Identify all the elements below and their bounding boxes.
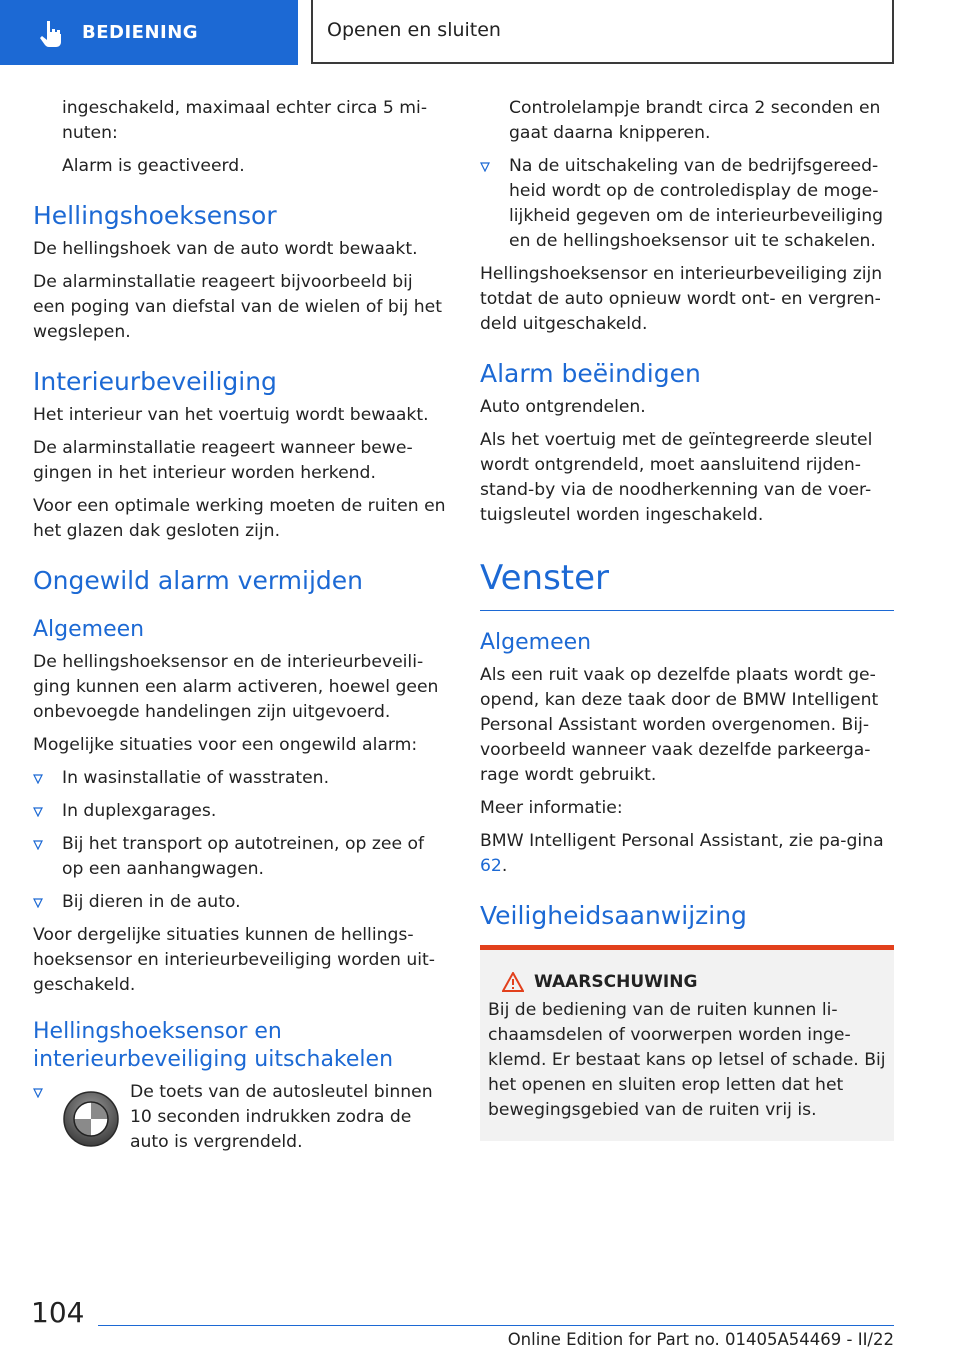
bullet-list [33,766,446,915]
paragraph: De hellingshoeksensor en de interieurbeveili-ging kunnen een alarm activeren, hoewel geen onbevoegde handelingen zijn uitgevoerd. [33,652,439,722]
list-item-text: In duplexgarages. [62,801,217,821]
punctuation: . [501,856,508,876]
paragraph: Mogelijke situaties voor een ongewild alarm: [33,735,418,755]
list-item [33,832,446,882]
paragraph: De hellingshoek van de auto wordt bewaakt. [33,239,418,259]
list-item-text: De toets van de autosleutel binnen 10 seconden indrukken zodra de auto is vergrendeld. [130,1082,433,1152]
paragraph: Als het voertuig met de geïntegreerde sleutel wordt ontgrendeld, moet aansluitend rijden-stand-by via de noodherkenning van de voer-tuigsleutel worden ingeschakeld. [480,430,873,525]
list-item [33,766,446,791]
paragraph: Het interieur van het voertuig wordt bewaakt. [33,405,429,425]
subheading-general: Algemeen [480,630,592,655]
paragraph: De alarminstallatie reageert wanneer bewe-gingen in het interieur worden herkend. [33,438,413,483]
paragraph: Hellingshoeksensor en interieurbeveiliging zijn totdat de auto opnieuw wordt ont- en vergren-deld uitgeschakeld. [480,264,883,334]
warning-box [480,945,894,1141]
triangle-bullet-icon [33,807,43,817]
edition-note: Online Edition for Part no. 01405A54469 - II/22 [507,1330,894,1349]
footer-divider [98,1325,894,1326]
right-column [480,96,894,1141]
paragraph [480,829,894,879]
warning-triangle-icon [502,972,524,992]
heading-tilt-sensor: Hellingshoeksensor [33,201,277,230]
paragraph: Als een ruit vaak op dezelfde plaats wordt ge-opend, kan deze taak door de BMW Intelligent Personal Assistant worden overgenomen. Bij-voorbeeld wanneer vaak dezelfde parkeerga-rage wordt gebruikt. [480,665,879,785]
warning-text: Bij de bediening van de ruiten kunnen li-chaamsdelen of voorwerpen worden inge-klemd. Er bestaat kans op letsel of schade. Bij het openen en sluiten erop letten dat het bewegingsgebied van de ruiten vrij is. [488,1000,886,1120]
list-item [480,154,894,254]
list-item [33,1080,446,1155]
heading-window: Venster [480,558,894,611]
list-item-text: In wasinstallatie of wasstraten. [62,768,330,788]
list-item-text: Na de uitschakeling van de bedrijfsgereed-heid wordt op de controledisplay de moge-lijkheid gegeven om de interieurbeveiliging en de hellingshoeksensor uit te schakelen. [509,156,884,251]
heading-interior-protection: Interieurbeveiliging [33,367,277,396]
paragraph: Alarm is geactiveerd. [62,156,245,176]
triangle-bullet-icon [33,1088,43,1098]
page-link[interactable]: 62 [480,856,502,876]
triangle-bullet-icon [33,774,43,784]
list-item-text: Bij dieren in de auto. [62,892,241,912]
heading-safety-notice: Veiligheidsaanwijzing [480,901,747,930]
heading-avoid-alarm: Ongewild alarm vermijden [33,566,364,595]
page-number: 104 [31,1296,85,1329]
list-item-text: Bij het transport op autotreinen, op zee of op een aanhangwagen. [62,834,425,879]
triangle-bullet-icon [33,898,43,908]
chapter-title: Openen en sluiten [311,0,894,64]
section-tab [0,0,298,65]
paragraph: Voor dergelijke situaties kunnen de hellings-hoeksensor en interieurbeveiliging worden uit-geschakeld. [33,925,435,995]
left-column [33,96,446,1163]
section-label: BEDIENING [82,22,199,43]
heading-disable-sensors: Hellingshoeksensor en interieurbeveiliging uitschakelen [33,1019,394,1072]
triangle-bullet-icon [33,840,43,850]
warning-title: WAARSCHUWING [534,972,698,992]
subheading-general: Algemeen [33,617,145,642]
list-item [33,890,446,915]
list-item [33,799,446,824]
paragraph: Voor een optimale werking moeten de ruiten en het glazen dak gesloten zijn. [33,496,446,541]
paragraph: Meer informatie: [480,798,623,818]
hand-pointer-icon [36,18,66,48]
paragraph: Controlelampje brandt circa 2 seconden en gaat daarna knipperen. [509,98,881,143]
triangle-bullet-icon [480,162,490,172]
reference-text: BMW Intelligent Personal Assistant, zie pa-gina [480,831,884,851]
paragraph: ingeschakeld, maximaal echter circa 5 mi-nuten: [62,98,428,143]
warning-header [488,972,886,992]
paragraph: De alarminstallatie reageert bijvoorbeeld bij een poging van diefstal van de wielen of bij het wegslepen. [33,272,443,342]
bullet-list [480,154,894,254]
bullet-list [33,1080,446,1155]
heading-stop-alarm: Alarm beëindigen [480,359,701,388]
paragraph: Auto ontgrendelen. [480,397,646,417]
bmw-key-button-icon [62,1090,120,1148]
